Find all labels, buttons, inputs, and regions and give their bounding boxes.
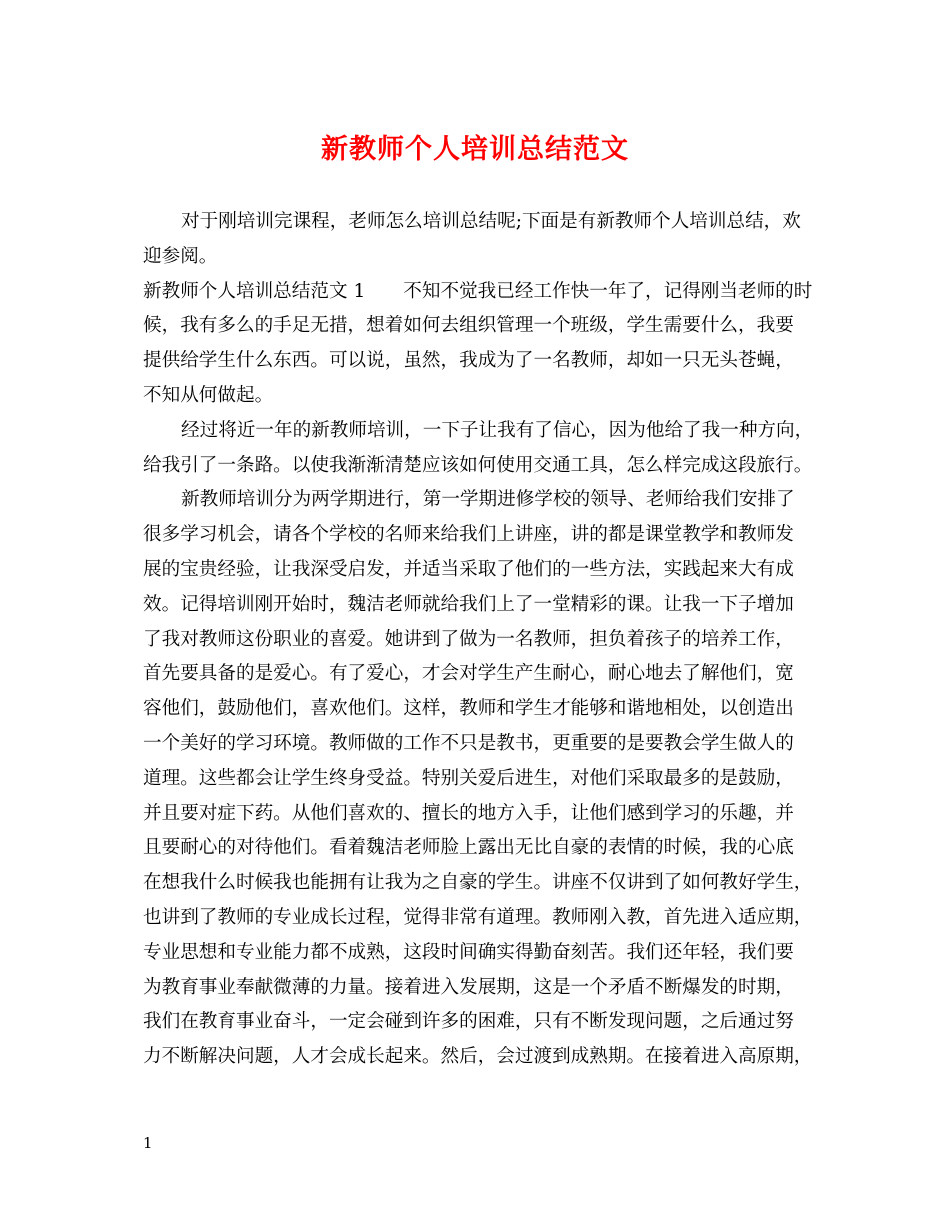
text-line: 我们在教育事业奋斗，一定会碰到许多的困难，只有不断发现问题，之后通过努 (143, 1011, 794, 1033)
text-line: 新教师培训分为两学期进行，第一学期进修学校的领导、老师给我们安排了 (181, 489, 795, 511)
page-number: 1 (143, 1134, 153, 1152)
text-line: 道理。这些都会让学生终身受益。特别关爱后进生，对他们采取最多的是鼓励， (143, 767, 794, 789)
text-line: 了我对教师这份职业的喜爱。她讲到了做为一名教师，担负着孩子的培养工作， (143, 628, 794, 650)
text-line: 对于刚培训完课程，老师怎么培训总结呢;下面是有新教师个人培训总结，欢 (181, 211, 801, 232)
text-line: 展的宝贵经验，让我深受启发，并适当采取了他们的一些方法，实践起来大有成 (143, 558, 794, 580)
text-line: 一个美好的学习环境。教师做的工作不只是教书，更重要的是要教会学生做人的 (143, 732, 794, 754)
text-line: 专业思想和专业能力都不成熟，这段时间确实得勤奋刻苦。我们还年轻，我们要 (143, 941, 794, 963)
text-line: 很多学习机会，请各个学校的名师来给我们上讲座，讲的都是课堂教学和教师发 (143, 524, 794, 546)
section-heading: 新教师个人培训总结范文 1 (143, 280, 366, 302)
text-line: 在想我什么时候我也能拥有让我为之自豪的学生。讲座不仅讲到了如何教好学生， (143, 872, 813, 894)
text-line: 候，我有多么的手足无措，想着如何去组织管理一个班级，学生需要什么，我要 (143, 315, 794, 337)
text-line: 力不断解决问题，人才会成长起来。然后，会过渡到成熟期。在接着进入高原期， (143, 1046, 813, 1068)
text-line: 不知不觉我已经工作快一年了，记得刚当老师的时 (403, 280, 813, 302)
section-heading-line (143, 275, 813, 310)
text-line: 迎参阅。 (143, 245, 218, 267)
text-line: 给我引了一条路。以使我渐渐清楚应该如何使用交通工具，怎么样完成这段旅行。 (143, 454, 813, 476)
document-title: 新教师个人培训总结范文 (321, 134, 629, 165)
text-line: 也讲到了教师的专业成长过程，觉得非常有道理。教师刚入教，首先进入适应期， (143, 906, 813, 928)
text-line: 不知从何做起。 (143, 384, 274, 406)
text-line: 并且要对症下药。从他们喜欢的、擅长的地方入手，让他们感到学习的乐趣，并 (143, 802, 794, 824)
text-line: 为教育事业奉献微薄的力量。接着进入发展期，这是一个矛盾不断爆发的时期， (143, 976, 794, 998)
text-line: 首先要具备的是爱心。有了爱心，才会对学生产生耐心，耐心地去了解他们，宽 (143, 663, 794, 685)
text-line: 效。记得培训刚开始时，魏洁老师就给我们上了一堂精彩的课。让我一下子增加 (143, 593, 794, 615)
document-body (143, 205, 814, 1075)
text-line: 且要耐心的对待他们。看着魏洁老师脸上露出无比自豪的表情的时候，我的心底 (143, 837, 794, 859)
text-line: 经过将近一年的新教师培训，一下子让我有了信心，因为他给了我一种方向， (181, 419, 814, 441)
text-line: 提供给学生什么东西。可以说，虽然，我成为了一名教师，却如一只无头苍蝇， (143, 350, 794, 372)
text-line: 容他们，鼓励他们，喜欢他们。这样，教师和学生才能够和谐地相处，以创造出 (143, 698, 794, 720)
